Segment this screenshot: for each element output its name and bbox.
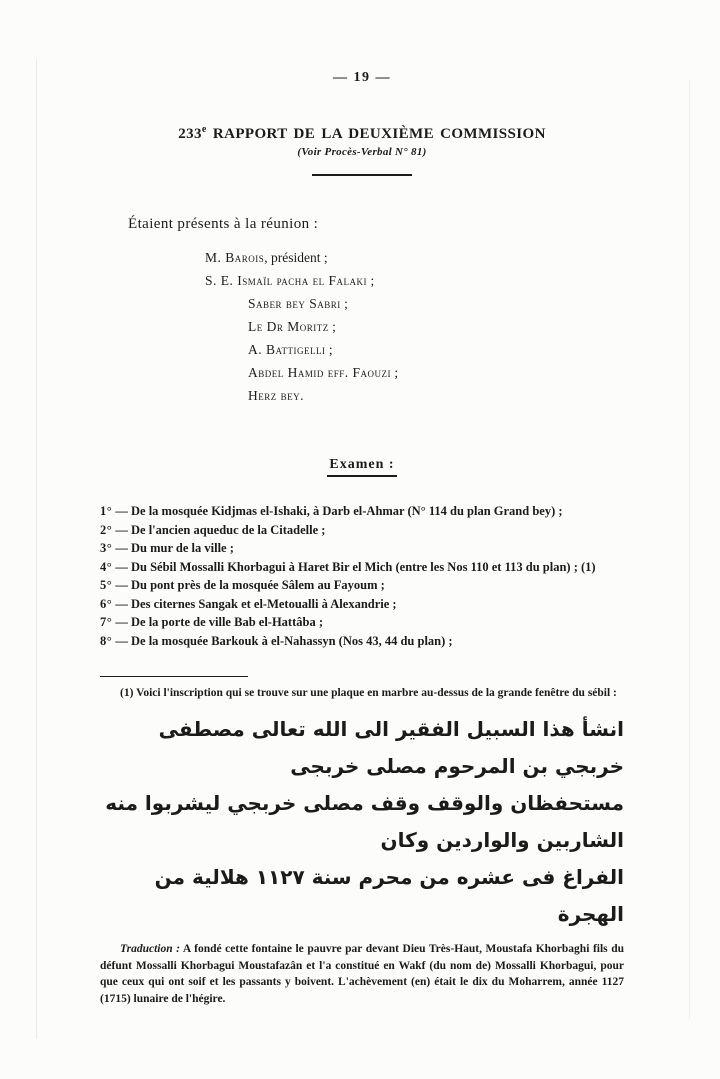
examen-item-text: — Des citernes Sangak et el-Metoualli à Alexandrie ; [115,596,397,611]
examen-item-text: — Du Sébil Mossalli Khorbagui à Haret Bir el Mich (entre les Nos 110 et 113 du plan) ; (1) [115,559,596,574]
attendee-name: S. E. Ismaïl pacha el Falaki [205,273,368,288]
arabic-inscription-line: الفراغ فى عشره من محرم سنة ١١٢٧ هلالية من الهجرة [154,865,624,926]
page-number: — 19 — [333,70,391,85]
examen-item-number: 4° [100,559,113,574]
attendee-suffix: . [300,388,304,403]
attendee-name: M. Barois [205,250,265,265]
attendee-line [100,246,624,269]
footnote-text: (1) Voici l'inscription qui se trouve sur une plaque en marbre au-dessus de la grande fenêtre du sébil : [120,687,617,699]
examen-heading: Examen : [327,457,396,477]
attendee-suffix: ; [328,319,336,334]
title-divider-rule [312,174,412,176]
attendee-name: Abdel Hamid eff. Faouzi [248,365,392,380]
attendee-line [100,338,624,361]
attendee-suffix: ; [325,342,333,357]
traduction-text: A fondé cette fontaine le pauvre par devant Dieu Très-Haut, Moustafa Khorbaghi fils du défunt Mossalli Khorbagui Moustafazân et l'a constitué en Wakf (du nom de) Mossalli Khorbagui, pour que ceux qui ont soif et les passants y boivent. L'achèvement (en) était le dix du Moharrem, année 1127 (1715) lunaire de l'hégire. [100,943,624,1005]
arabic-inscription-line: مستحفظان والوقف وقف مصلى خربجي ليشربوا منه الشاربين والواردين وكان [105,791,624,852]
examen-item-text: — Du pont près de la mosquée Sâlem au Fayoum ; [115,578,385,592]
examen-item-number: 2° [100,522,113,537]
report-title [100,124,624,143]
examen-heading-wrap [100,455,624,477]
report-title-number: 233 [178,126,202,142]
examen-item-number: 6° [100,596,113,611]
examen-item-list [100,503,624,650]
examen-item-number: 1° [100,504,113,518]
examen-item [100,503,624,521]
attendee-list [100,246,624,407]
attendee-line [100,384,624,407]
arabic-inscription [100,711,624,933]
traduction-paragraph [100,941,624,1007]
attendee-name: Herz bey [248,388,301,403]
report-subtitle: (Voir Procès-Verbal N° 81) [297,146,427,158]
examen-item-text: — De la porte de ville Bab el-Hattâba ; [115,615,323,629]
examen-item [100,559,624,577]
examen-item-number: 7° [100,615,113,629]
examen-item [100,614,624,632]
attendee-line [100,361,624,384]
scan-edge-left [36,60,37,1039]
traduction-label: Traduction : [120,943,180,955]
presence-intro: Étaient présents à la réunion : [128,216,319,232]
attendee-suffix: ; [340,296,348,311]
attendee-suffix: ; [367,273,375,288]
examen-item-text: — Du mur de la ville ; [115,541,234,555]
examen-item [100,522,624,540]
report-title-ordinal: e [201,124,207,135]
examen-item-text: — De la mosquée Kidjmas el-Ishaki, à Darb el-Ahmar (N° 114 du plan Grand bey) ; [115,504,563,518]
scan-edge-right [689,80,690,1019]
attendee-line [100,315,624,338]
examen-item [100,577,624,595]
attendee-name: Saber bey Sabri [248,296,341,311]
footnote-divider-rule [100,676,248,677]
examen-item-number: 3° [100,541,113,555]
examen-item [100,596,624,614]
examen-item [100,540,624,558]
attendee-name: Le Dr Moritz [248,319,329,334]
examen-item-text: — De l'ancien aqueduc de la Citadelle ; [115,522,326,537]
arabic-inscription-line: انشأ هذا السبيل الفقير الى الله تعالى مصطفى خربجي بن المرحوم مصلى خربجى [158,717,624,778]
examen-item [100,633,624,651]
report-title-text: RAPPORT DE LA DEUXIÈME COMMISSION [206,126,546,142]
attendee-line [100,269,624,292]
attendee-name: A. Battigelli [248,342,326,357]
attendee-line [100,292,624,315]
examen-item-number: 5° [100,578,113,592]
examen-item-number: 8° [100,633,113,648]
attendee-suffix: ; [391,365,399,380]
report-title-block [100,124,624,176]
examen-item-text: — De la mosquée Barkouk à el-Nahassyn (Nos 43, 44 du plan) ; [115,633,453,648]
attendee-suffix: , président ; [264,250,328,265]
